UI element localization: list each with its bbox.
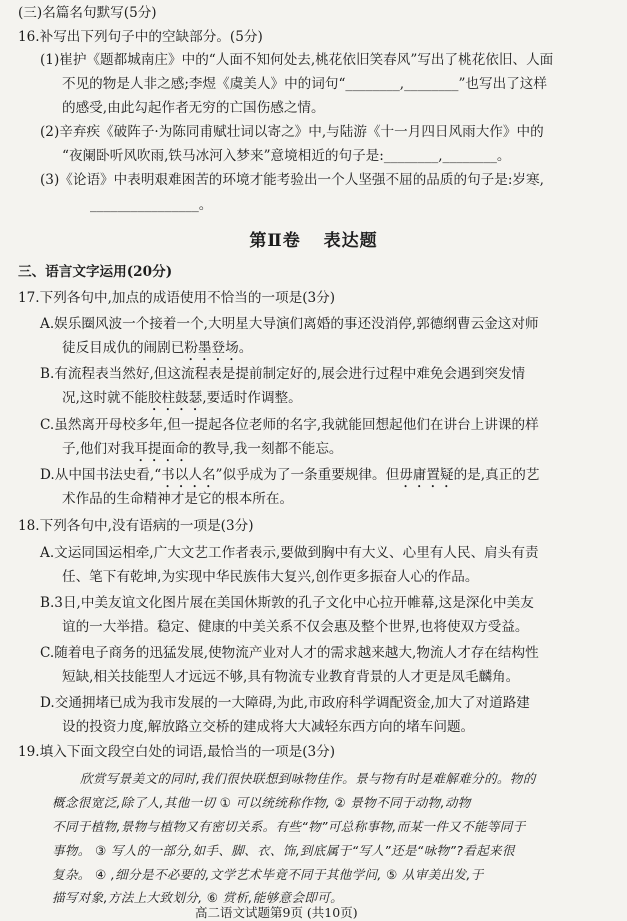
q19-passage-line6: 描写对象,方法上大致划分, ⑥ 赏析,能够意会即可。 (52, 890, 343, 905)
q17-d-dotted-idiom-2: 毋庸置疑 (399, 467, 454, 483)
section-heading-recitation: (三)名篇名句默写(5分) (18, 5, 157, 21)
q18-option-a-line1: A.文运同国运相牵,广大文艺工作者表示,要做到胸中有大义、心里有人民、肩头有责 (40, 545, 539, 561)
q19-passage-line3: 不同于植物,景物与植物又有密切关系。有些“物”可总称事物,而某一件又不能等同于 (52, 819, 526, 834)
q19-passage-line2: 概念很宽泛,除了人,其他一切 ① 可以统统称作物, ② 景物不同于动物,动物 (52, 795, 471, 810)
q19-passage-line1: 欣赏写景美文的同时,我们很快联想到咏物佳作。景与物有时是难解难分的。物的 (80, 771, 536, 786)
q19-passage-line4: 事物。 ③ 写人的一部分,如手、脚、衣、饰,到底属于“写人”还是“咏物”?看起来很 (52, 843, 515, 858)
q17-option-a-line1: A.娱乐圈风波一个接着一个,大明星大导演们离婚的事还没消停,郭德纲曹云金这对师 (40, 316, 539, 332)
q16-stem: 16.补写出下列句子中的空缺部分。(5分) (18, 29, 263, 45)
q17-stem: 17.下列各句中,加点的成语使用不恰当的一项是(3分) (18, 290, 336, 306)
q17-d-text-end: 的是,真正的艺 (453, 467, 540, 483)
q19-passage-line5: 复杂。 ④ ,细分是不必要的,文学艺术毕竟不同于其他学问, ⑤ 从审美出发,于 (52, 867, 484, 882)
q16-item1-line3: 的感受,由此勾起作者无穷的亡国伤感之情。 (62, 100, 325, 116)
q18-option-d-line2: 设的投资力度,解放路立交桥的建成将大大减轻东西方向的堵车问题。 (62, 719, 475, 735)
q18-option-b-line2: 谊的一大举措。稳定、健康的中美关系不仅会惠及整个世界,也将使双方受益。 (62, 619, 529, 635)
q17-option-d-line1 (40, 466, 539, 491)
q18-option-c-line1: C.随着电子商务的迅猛发展,使物流产业对人才的需求越来越大,物流人才存在结构性 (40, 645, 539, 661)
section-heading-language-use: 三、语言文字运用(20分) (18, 264, 173, 280)
q16-item1-line1: (1)崔护《题都城南庄》中的“人面不知何处去,桃花依旧笑春风”写出了桃花依旧、人面 (40, 52, 554, 68)
q17-a-dotted-idiom: 粉墨登场 (184, 340, 239, 356)
part-volume: 第Ⅱ卷 (249, 231, 301, 251)
q17-c-text-end: 的教导,我一刻都不能忘。 (188, 441, 343, 457)
q17-a-text: 徒反目成仇的闹剧已 (62, 340, 185, 356)
q16-item1-line2: 不见的物是人非之感;李煜《虞美人》中的词句“________,________”也写出了这样 (62, 76, 547, 92)
q17-option-d-line2: 术作品的生命精神才是它的根本所在。 (62, 491, 294, 507)
q16-item2-line1: (2)辛弃疾《破阵子·为陈同甫赋壮词以寄之》中,与陆游《十一月四日风雨大作》中的 (40, 124, 544, 140)
q18-stem: 18.下列各句中,没有语病的一项是(3分) (18, 518, 254, 534)
q17-option-b-line2 (62, 389, 302, 414)
q17-option-c-line1: C.虽然离开母校多年,但一提起各位老师的名字,我就能回想起他们在讲台上讲课的样 (40, 417, 539, 433)
q16-item3-line1: (3)《论语》中表明艰难困苦的环境才能考验出一个人坚强不屈的品质的句子是:岁寒, (40, 172, 544, 188)
q18-option-a-line2: 任、笔下有乾坤,为实现中华民族伟大复兴,创作更多振奋人心的作品。 (62, 569, 479, 585)
q18-option-b-line1: B.3日,中美友谊文化图片展在美国休斯敦的孔子文化中心拉开帷幕,这是深化中美友 (40, 595, 534, 611)
q17-d-text: D.从中国书法史看,“ (40, 467, 162, 483)
q17-a-text-end: 。 (238, 340, 253, 356)
q18-option-c-line2: 短缺,相关技能型人才远远不够,具有物流专业教育背景的人才更是凤毛麟角。 (62, 669, 520, 685)
q17-option-c-line2 (62, 440, 343, 465)
q17-d-dotted-idiom-1: 书以人名 (161, 467, 216, 483)
part-name: 表达题 (323, 231, 378, 251)
page-footer: 高二语文试题第9页 (共10页) (195, 905, 358, 920)
q17-c-dotted-idiom: 耳提面命 (134, 441, 189, 457)
q17-option-a-line2 (62, 339, 252, 364)
q16-item2-line2: “夜阑卧听风吹雨,铁马冰河入梦来”意境相近的句子是:________,________。 (62, 148, 511, 164)
q16-item3-line2: ________________。 (90, 197, 213, 213)
q17-c-text: 子,他们对我 (62, 441, 135, 457)
q19-stem: 19.填入下面文段空白处的词语,最恰当的一项是(3分) (18, 744, 336, 760)
part-title (0, 226, 627, 251)
q17-option-b-line1: B.有流程表当然好,但这流程表是提前制定好的,展会进行过程中难免会遇到突发情 (40, 366, 526, 382)
q17-b-text-end: ,要适时作调整。 (202, 390, 302, 406)
q18-option-d-line1: D.交通拥堵已成为我市发展的一大障碍,为此,市政府科学调配资金,加大了对道路建 (40, 695, 530, 711)
q17-b-text: 况,这时就不能 (62, 390, 148, 406)
q17-d-text-mid: ”似乎成为了一条重要规律。但 (215, 467, 400, 483)
q17-b-dotted-idiom: 胶柱鼓瑟 (147, 390, 203, 406)
